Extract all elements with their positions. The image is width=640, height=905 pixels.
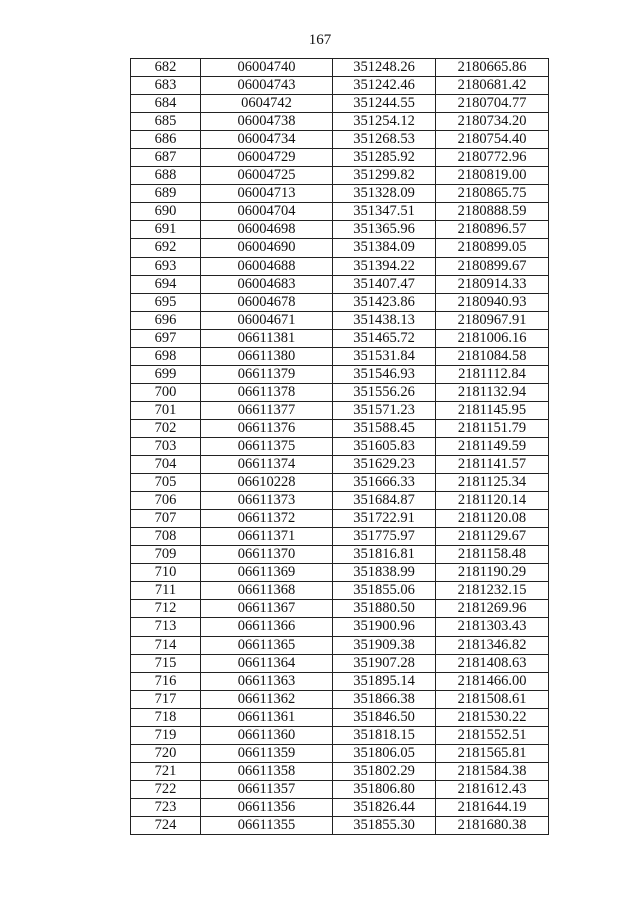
point-id-cell: 06611369	[201, 564, 333, 582]
table-row	[131, 816, 549, 834]
row-number-cell: 696	[131, 311, 201, 329]
x-coordinate-cell: 351394.22	[333, 257, 436, 275]
row-number-cell: 687	[131, 149, 201, 167]
row-number-cell: 698	[131, 347, 201, 365]
point-id-cell: 06611367	[201, 600, 333, 618]
x-coordinate-cell: 351465.72	[333, 329, 436, 347]
point-id-cell: 06004671	[201, 311, 333, 329]
row-number-cell: 688	[131, 167, 201, 185]
table-row	[131, 239, 549, 257]
table-row	[131, 474, 549, 492]
table-row	[131, 690, 549, 708]
row-number-cell: 697	[131, 329, 201, 347]
table-row	[131, 203, 549, 221]
row-number-cell: 723	[131, 798, 201, 816]
y-coordinate-cell: 2181680.38	[436, 816, 549, 834]
y-coordinate-cell: 2180914.33	[436, 275, 549, 293]
point-id-cell: 06611374	[201, 456, 333, 474]
x-coordinate-cell: 351244.55	[333, 95, 436, 113]
table-row	[131, 672, 549, 690]
x-coordinate-cell: 351423.86	[333, 293, 436, 311]
y-coordinate-cell: 2181132.94	[436, 383, 549, 401]
y-coordinate-cell: 2180734.20	[436, 113, 549, 131]
point-id-cell: 06004704	[201, 203, 333, 221]
y-coordinate-cell: 2181006.16	[436, 329, 549, 347]
x-coordinate-cell: 351806.05	[333, 744, 436, 762]
y-coordinate-cell: 2181151.79	[436, 419, 549, 437]
y-coordinate-cell: 2181508.61	[436, 690, 549, 708]
table-row	[131, 113, 549, 131]
row-number-cell: 720	[131, 744, 201, 762]
table-row	[131, 546, 549, 564]
x-coordinate-cell: 351347.51	[333, 203, 436, 221]
y-coordinate-cell: 2181158.48	[436, 546, 549, 564]
row-number-cell: 699	[131, 365, 201, 383]
y-coordinate-cell: 2181269.96	[436, 600, 549, 618]
table-row	[131, 564, 549, 582]
x-coordinate-cell: 351546.93	[333, 365, 436, 383]
x-coordinate-cell: 351802.29	[333, 762, 436, 780]
table-row	[131, 221, 549, 239]
y-coordinate-cell: 2181084.58	[436, 347, 549, 365]
point-id-cell: 06004743	[201, 77, 333, 95]
point-id-cell: 06004683	[201, 275, 333, 293]
row-number-cell: 701	[131, 401, 201, 419]
x-coordinate-cell: 351722.91	[333, 510, 436, 528]
point-id-cell: 06004740	[201, 59, 333, 77]
row-number-cell: 716	[131, 672, 201, 690]
y-coordinate-cell: 2181346.82	[436, 636, 549, 654]
point-id-cell: 06611379	[201, 365, 333, 383]
table-row	[131, 510, 549, 528]
y-coordinate-cell: 2181120.08	[436, 510, 549, 528]
y-coordinate-cell: 2181141.57	[436, 456, 549, 474]
x-coordinate-cell: 351866.38	[333, 690, 436, 708]
point-id-cell: 06611355	[201, 816, 333, 834]
y-coordinate-cell: 2181112.84	[436, 365, 549, 383]
row-number-cell: 692	[131, 239, 201, 257]
y-coordinate-cell: 2181190.29	[436, 564, 549, 582]
row-number-cell: 705	[131, 474, 201, 492]
row-number-cell: 719	[131, 726, 201, 744]
table-row	[131, 636, 549, 654]
row-number-cell: 724	[131, 816, 201, 834]
point-id-cell: 06611361	[201, 708, 333, 726]
y-coordinate-cell: 2181232.15	[436, 582, 549, 600]
point-id-cell: 06004698	[201, 221, 333, 239]
x-coordinate-cell: 351880.50	[333, 600, 436, 618]
x-coordinate-cell: 351666.33	[333, 474, 436, 492]
row-number-cell: 722	[131, 780, 201, 798]
y-coordinate-cell: 2180899.67	[436, 257, 549, 275]
x-coordinate-cell: 351365.96	[333, 221, 436, 239]
x-coordinate-cell: 351629.23	[333, 456, 436, 474]
point-id-cell: 06611362	[201, 690, 333, 708]
table-row	[131, 798, 549, 816]
row-number-cell: 690	[131, 203, 201, 221]
y-coordinate-cell: 2181145.95	[436, 401, 549, 419]
row-number-cell: 709	[131, 546, 201, 564]
y-coordinate-cell: 2181408.63	[436, 654, 549, 672]
row-number-cell: 721	[131, 762, 201, 780]
point-id-cell: 06611376	[201, 419, 333, 437]
row-number-cell: 691	[131, 221, 201, 239]
y-coordinate-cell: 2180665.86	[436, 59, 549, 77]
y-coordinate-cell: 2181612.43	[436, 780, 549, 798]
row-number-cell: 693	[131, 257, 201, 275]
x-coordinate-cell: 351531.84	[333, 347, 436, 365]
row-number-cell: 717	[131, 690, 201, 708]
table-row	[131, 456, 549, 474]
point-id-cell: 06611356	[201, 798, 333, 816]
x-coordinate-cell: 351816.81	[333, 546, 436, 564]
point-id-cell: 06611358	[201, 762, 333, 780]
row-number-cell: 702	[131, 419, 201, 437]
y-coordinate-cell: 2181129.67	[436, 528, 549, 546]
table-row	[131, 780, 549, 798]
point-id-cell: 06611360	[201, 726, 333, 744]
table-row	[131, 329, 549, 347]
row-number-cell: 706	[131, 492, 201, 510]
point-id-cell: 06611359	[201, 744, 333, 762]
y-coordinate-cell: 2180681.42	[436, 77, 549, 95]
table-row	[131, 365, 549, 383]
y-coordinate-cell: 2180754.40	[436, 131, 549, 149]
x-coordinate-cell: 351846.50	[333, 708, 436, 726]
x-coordinate-cell: 351556.26	[333, 383, 436, 401]
x-coordinate-cell: 351826.44	[333, 798, 436, 816]
row-number-cell: 715	[131, 654, 201, 672]
y-coordinate-cell: 2180865.75	[436, 185, 549, 203]
x-coordinate-cell: 351242.46	[333, 77, 436, 95]
table-row	[131, 95, 549, 113]
y-coordinate-cell: 2181125.34	[436, 474, 549, 492]
x-coordinate-cell: 351248.26	[333, 59, 436, 77]
table-row	[131, 582, 549, 600]
point-id-cell: 06611378	[201, 383, 333, 401]
y-coordinate-cell: 2181552.51	[436, 726, 549, 744]
x-coordinate-cell: 351328.09	[333, 185, 436, 203]
point-id-cell: 06611364	[201, 654, 333, 672]
x-coordinate-cell: 351855.30	[333, 816, 436, 834]
row-number-cell: 683	[131, 77, 201, 95]
y-coordinate-cell: 2180896.57	[436, 221, 549, 239]
point-id-cell: 06611365	[201, 636, 333, 654]
row-number-cell: 718	[131, 708, 201, 726]
y-coordinate-cell: 2181530.22	[436, 708, 549, 726]
y-coordinate-cell: 2180819.00	[436, 167, 549, 185]
table-row	[131, 257, 549, 275]
table-row	[131, 708, 549, 726]
row-number-cell: 695	[131, 293, 201, 311]
table-row	[131, 528, 549, 546]
point-id-cell: 06611370	[201, 546, 333, 564]
y-coordinate-cell: 2180888.59	[436, 203, 549, 221]
y-coordinate-cell: 2180704.77	[436, 95, 549, 113]
row-number-cell: 700	[131, 383, 201, 401]
point-id-cell: 0604742	[201, 95, 333, 113]
row-number-cell: 694	[131, 275, 201, 293]
table-row	[131, 762, 549, 780]
point-id-cell: 06004688	[201, 257, 333, 275]
x-coordinate-cell: 351684.87	[333, 492, 436, 510]
x-coordinate-cell: 351384.09	[333, 239, 436, 257]
row-number-cell: 714	[131, 636, 201, 654]
y-coordinate-cell: 2181565.81	[436, 744, 549, 762]
point-id-cell: 06611372	[201, 510, 333, 528]
x-coordinate-cell: 351268.53	[333, 131, 436, 149]
table-row	[131, 437, 549, 455]
x-coordinate-cell: 351285.92	[333, 149, 436, 167]
x-coordinate-cell: 351907.28	[333, 654, 436, 672]
table-row	[131, 167, 549, 185]
row-number-cell: 712	[131, 600, 201, 618]
point-id-cell: 06611381	[201, 329, 333, 347]
table-row	[131, 492, 549, 510]
point-id-cell: 06004690	[201, 239, 333, 257]
y-coordinate-cell: 2180899.05	[436, 239, 549, 257]
row-number-cell: 703	[131, 437, 201, 455]
point-id-cell: 06611380	[201, 347, 333, 365]
x-coordinate-cell: 351900.96	[333, 618, 436, 636]
y-coordinate-cell: 2181303.43	[436, 618, 549, 636]
table-row	[131, 311, 549, 329]
table-row	[131, 275, 549, 293]
x-coordinate-cell: 351438.13	[333, 311, 436, 329]
table-row	[131, 618, 549, 636]
x-coordinate-cell: 351895.14	[333, 672, 436, 690]
y-coordinate-cell: 2180967.91	[436, 311, 549, 329]
point-id-cell: 06611375	[201, 437, 333, 455]
x-coordinate-cell: 351299.82	[333, 167, 436, 185]
table-row	[131, 726, 549, 744]
y-coordinate-cell: 2181584.38	[436, 762, 549, 780]
x-coordinate-cell: 351855.06	[333, 582, 436, 600]
point-id-cell: 06611366	[201, 618, 333, 636]
table-row	[131, 185, 549, 203]
point-id-cell: 06004713	[201, 185, 333, 203]
table-row	[131, 131, 549, 149]
row-number-cell: 684	[131, 95, 201, 113]
table-row	[131, 383, 549, 401]
table-row	[131, 419, 549, 437]
y-coordinate-cell: 2181466.00	[436, 672, 549, 690]
table-row	[131, 59, 549, 77]
table-row	[131, 600, 549, 618]
row-number-cell: 686	[131, 131, 201, 149]
table-row	[131, 293, 549, 311]
x-coordinate-cell: 351838.99	[333, 564, 436, 582]
point-id-cell: 06611371	[201, 528, 333, 546]
table-row	[131, 401, 549, 419]
point-id-cell: 06004729	[201, 149, 333, 167]
point-id-cell: 06004738	[201, 113, 333, 131]
row-number-cell: 685	[131, 113, 201, 131]
row-number-cell: 710	[131, 564, 201, 582]
table-row	[131, 744, 549, 762]
x-coordinate-cell: 351909.38	[333, 636, 436, 654]
x-coordinate-cell: 351775.97	[333, 528, 436, 546]
table-row	[131, 149, 549, 167]
row-number-cell: 713	[131, 618, 201, 636]
point-id-cell: 06004734	[201, 131, 333, 149]
row-number-cell: 689	[131, 185, 201, 203]
row-number-cell: 708	[131, 528, 201, 546]
point-id-cell: 06611368	[201, 582, 333, 600]
point-id-cell: 06611363	[201, 672, 333, 690]
point-id-cell: 06611357	[201, 780, 333, 798]
row-number-cell: 707	[131, 510, 201, 528]
point-id-cell: 06610228	[201, 474, 333, 492]
x-coordinate-cell: 351605.83	[333, 437, 436, 455]
y-coordinate-cell: 2181644.19	[436, 798, 549, 816]
table-row	[131, 347, 549, 365]
table-row	[131, 77, 549, 95]
coordinates-table	[130, 58, 549, 835]
y-coordinate-cell: 2181120.14	[436, 492, 549, 510]
x-coordinate-cell: 351588.45	[333, 419, 436, 437]
page-number: 167	[308, 32, 332, 48]
y-coordinate-cell: 2181149.59	[436, 437, 549, 455]
x-coordinate-cell: 351571.23	[333, 401, 436, 419]
point-id-cell: 06004725	[201, 167, 333, 185]
row-number-cell: 711	[131, 582, 201, 600]
x-coordinate-cell: 351806.80	[333, 780, 436, 798]
point-id-cell: 06611373	[201, 492, 333, 510]
row-number-cell: 704	[131, 456, 201, 474]
coordinates-table-body	[131, 59, 549, 835]
x-coordinate-cell: 351818.15	[333, 726, 436, 744]
y-coordinate-cell: 2180772.96	[436, 149, 549, 167]
point-id-cell: 06004678	[201, 293, 333, 311]
x-coordinate-cell: 351407.47	[333, 275, 436, 293]
row-number-cell: 682	[131, 59, 201, 77]
point-id-cell: 06611377	[201, 401, 333, 419]
y-coordinate-cell: 2180940.93	[436, 293, 549, 311]
table-row	[131, 654, 549, 672]
x-coordinate-cell: 351254.12	[333, 113, 436, 131]
